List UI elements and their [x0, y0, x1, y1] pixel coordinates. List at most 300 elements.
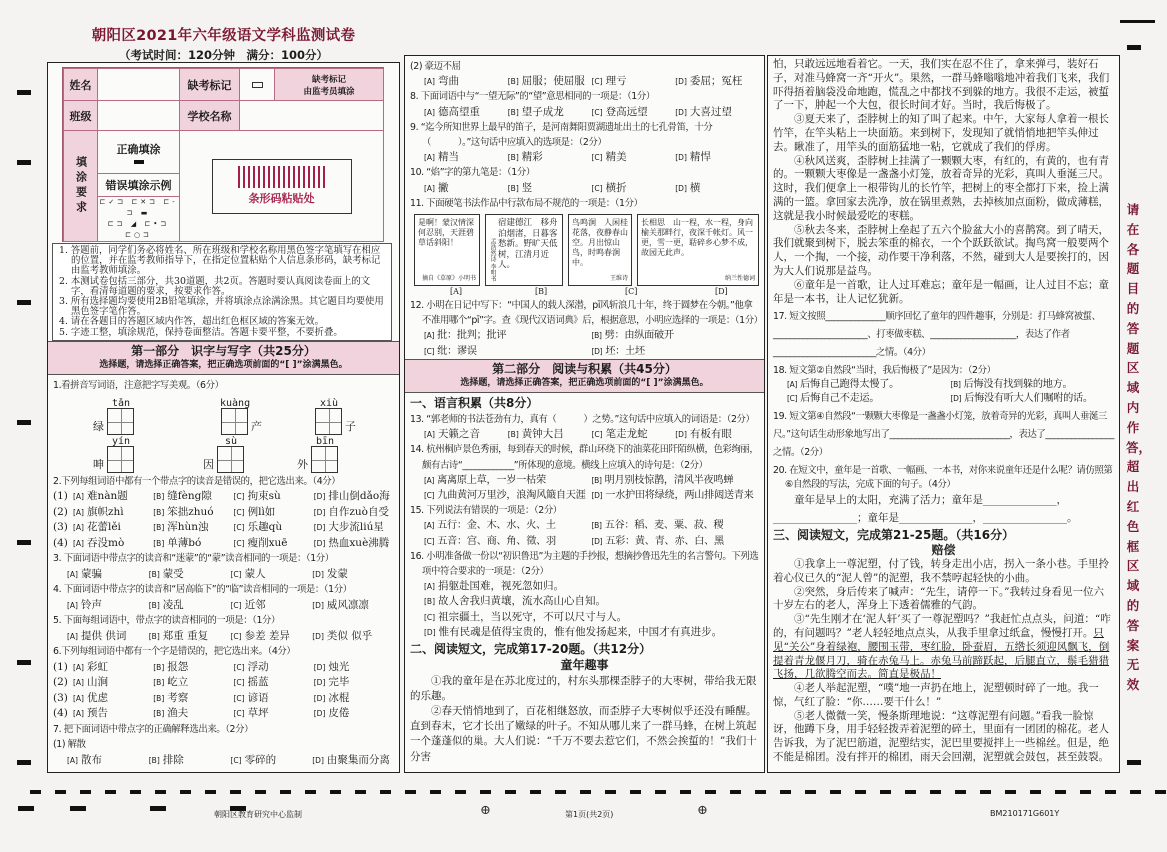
option[interactable]: [312, 753, 394, 769]
option[interactable]: [149, 629, 231, 645]
option[interactable]: [951, 378, 1115, 392]
option[interactable]: [592, 473, 760, 488]
option-row-label: (1): [53, 490, 68, 502]
option-row: [410, 181, 759, 196]
option[interactable]: [424, 610, 759, 625]
option-text: 例lì如: [247, 505, 276, 518]
option[interactable]: [67, 598, 149, 614]
registration-mark: [305, 790, 316, 794]
option[interactable]: [314, 505, 394, 521]
option[interactable]: [231, 567, 313, 583]
registration-mark: [355, 790, 366, 794]
option[interactable]: [234, 706, 314, 722]
answer-bubble[interactable]: [A]: [67, 755, 78, 765]
option[interactable]: [424, 181, 508, 196]
answer-bubble[interactable]: [C]: [233, 538, 245, 548]
answer-bubble[interactable]: [D]: [950, 393, 962, 403]
option[interactable]: [675, 427, 759, 442]
answer-bubble[interactable]: [C]: [230, 569, 242, 579]
answer-bubble[interactable]: [A]: [73, 538, 84, 548]
answer-bubble[interactable]: [D]: [313, 678, 326, 687]
side-note: 请在各题目的答题区域内作答，超出红色框区域的答案无效: [1126, 202, 1152, 693]
registration-mark: [555, 790, 566, 794]
question-text: 13. “郭老师的书法苍劲有力，真有（ ）之势。”这句话中应填入的词语是：（2分）: [410, 414, 755, 426]
option[interactable]: [231, 629, 313, 645]
registration-mark: [130, 790, 141, 794]
answer-bubble[interactable]: [B]: [950, 380, 961, 390]
passage-paragraph: ①我拿上一尊泥塑，付了钱，转身走出小店，拐入一条小巷。手里拎着心仪已久的“泥人曾”的泥塑，我不禁哼起轻快的小曲。: [773, 557, 1109, 584]
option[interactable]: [312, 598, 394, 614]
option[interactable]: [153, 536, 233, 552]
option-row: [53, 520, 394, 536]
answer-bubble[interactable]: [B]: [591, 521, 602, 531]
registration-mark: [70, 806, 86, 811]
registration-mark: [880, 790, 891, 794]
answer-bubble[interactable]: [D]: [312, 631, 324, 641]
answer-bubble[interactable]: [A]: [67, 569, 78, 579]
option[interactable]: [592, 150, 676, 165]
answer-bubble[interactable]: [A]: [73, 678, 84, 687]
option[interactable]: [592, 328, 760, 343]
writing-box[interactable]: [315, 397, 342, 435]
option-text: 故人舍我归黄壤，流水高山心自知。: [438, 595, 606, 608]
option[interactable]: [592, 105, 676, 120]
answer-bubble[interactable]: [A]: [73, 693, 84, 703]
option-text: 瘦削xuē: [247, 536, 288, 549]
answer-bubble[interactable]: [C]: [424, 491, 435, 501]
answer-bubble[interactable]: [D]: [591, 346, 603, 356]
answer-bubble[interactable]: [A]: [424, 582, 435, 592]
option[interactable]: [314, 660, 394, 676]
answer-bubble[interactable]: [B]: [153, 662, 165, 672]
option[interactable]: [592, 74, 676, 89]
option[interactable]: [508, 427, 592, 442]
answer-bubble[interactable]: [D]: [675, 153, 687, 163]
registration-mark: [805, 790, 816, 794]
answer-bubble[interactable]: [C]: [230, 600, 242, 610]
option[interactable]: [73, 675, 153, 691]
registration-mark: [255, 790, 266, 794]
answer-bubble[interactable]: [A]: [67, 631, 78, 641]
writing-box[interactable]: [311, 435, 338, 473]
option-text: 彩虹: [86, 660, 108, 673]
pinyin-label: kuàng: [220, 397, 251, 409]
option-text: 摇蓝: [247, 676, 269, 688]
option-row: [53, 753, 394, 769]
answer-bubble[interactable]: [A]: [424, 77, 435, 87]
answer-bubble[interactable]: [B]: [507, 107, 519, 117]
option-row: [53, 536, 394, 552]
option-text: 浮动: [247, 660, 269, 673]
option-text: 皮倦: [328, 707, 350, 719]
option[interactable]: [314, 691, 394, 707]
answer-bubble[interactable]: [B]: [507, 77, 519, 87]
answer-bubble[interactable]: [C]: [787, 393, 798, 403]
option[interactable]: [787, 392, 951, 406]
registration-mark: [1105, 790, 1116, 794]
option-text: 屹立: [167, 676, 189, 688]
answer-bubble[interactable]: [C]: [591, 153, 603, 163]
answer-bubble[interactable]: [D]: [313, 709, 326, 718]
option[interactable]: [314, 489, 394, 505]
registration-mark: [17, 760, 31, 765]
registration-mark: [1080, 790, 1091, 794]
option[interactable]: [675, 105, 759, 120]
answer-bubble[interactable]: [C]: [233, 662, 245, 672]
option[interactable]: [508, 105, 592, 120]
question-text: 2.下列每组词语中都有一个带点字的读音是错误的，把它选出来。（4分）: [53, 475, 341, 487]
answer-bubble[interactable]: [B]: [507, 183, 519, 193]
answer-bubble[interactable]: [D]: [675, 430, 687, 440]
option[interactable]: [234, 536, 314, 552]
answer-bubble[interactable]: [B]: [591, 331, 602, 341]
answer-bubble[interactable]: [C]: [233, 678, 245, 687]
answer-bubble[interactable]: [D]: [312, 600, 324, 610]
option[interactable]: [153, 505, 233, 521]
option-row: [53, 675, 394, 691]
instruction-item: 5. 字迹工整，填涂规范，保持卷面整洁。答题卡要平整，不要折叠。: [59, 326, 343, 338]
answer-bubble[interactable]: [A]: [424, 521, 435, 531]
page-number: 第1页(共2页): [565, 810, 614, 819]
option[interactable]: [675, 150, 759, 165]
section-instruction: 选择题，请选择正确答案，把正确选项前面的“[ ]”涂满黑色。: [99, 360, 348, 370]
answer-bubble[interactable]: [C]: [591, 430, 603, 440]
option[interactable]: [153, 691, 233, 707]
answer-bubble[interactable]: [D]: [312, 755, 324, 765]
answer-bubble[interactable]: [D]: [312, 569, 324, 579]
answer-bubble[interactable]: [B]: [148, 569, 160, 579]
answer-bubble[interactable]: [B]: [148, 755, 160, 765]
answer-bubble[interactable]: [A]: [73, 523, 84, 532]
school-label: 学校名称: [179, 100, 240, 131]
answer-bubble[interactable]: [D]: [313, 538, 326, 548]
answer-bubble[interactable]: [A]: [67, 600, 78, 610]
option[interactable]: [234, 520, 314, 536]
option[interactable]: [67, 629, 149, 645]
option[interactable]: [153, 660, 233, 676]
option[interactable]: [73, 536, 153, 552]
option[interactable]: [314, 520, 394, 536]
answer-bubble[interactable]: [D]: [675, 107, 687, 117]
answer-bubble[interactable]: [A]: [73, 709, 84, 718]
correct-fill-label: 正确填涂: [116, 142, 161, 156]
passage-title: 童年趣事: [560, 658, 609, 673]
registration-mark: [150, 806, 166, 811]
option[interactable]: [73, 505, 153, 521]
answer-bubble[interactable]: [C]: [591, 77, 603, 87]
registration-mark: [580, 790, 591, 794]
option[interactable]: [424, 473, 592, 488]
column-3: [767, 55, 1120, 773]
option[interactable]: [592, 344, 760, 359]
option[interactable]: [73, 489, 153, 505]
registration-mark: [480, 790, 491, 794]
option-text: 弯曲: [437, 75, 459, 88]
calligraphy-text: 是啊！蒙汉情深何忍别，天涯碧草话斜阳！: [418, 218, 474, 248]
answer-bubble[interactable]: [B]: [153, 678, 165, 687]
option-row-label: (1): [53, 660, 68, 673]
subsection-heading: 一、语言积累（共8分）: [410, 395, 539, 410]
answer-bubble[interactable]: [D]: [313, 492, 326, 501]
answer-bubble[interactable]: [C]: [233, 709, 245, 718]
option[interactable]: [149, 567, 231, 583]
answer-bubble[interactable]: [A]: [424, 331, 435, 341]
answer-bubble[interactable]: [C]: [233, 523, 245, 532]
option-text: 五谷：稻、麦、粟、菽、稷: [604, 520, 724, 532]
option[interactable]: [592, 518, 760, 533]
option[interactable]: [234, 489, 314, 505]
registration-mark: [205, 790, 216, 794]
answer-bubble[interactable]: [C]: [424, 612, 436, 622]
answer-bubble[interactable]: [C]: [230, 755, 242, 765]
option[interactable]: [67, 753, 149, 769]
option[interactable]: [424, 427, 508, 442]
option[interactable]: [424, 518, 592, 533]
registration-mark: [930, 790, 941, 794]
correct-fill-example: [97, 130, 180, 174]
option[interactable]: [592, 181, 676, 196]
option-text: 九曲黄河万里沙，浪淘风簸自天涯: [437, 490, 586, 502]
answer-bubble[interactable]: [D]: [313, 523, 326, 532]
answer-bubble[interactable]: [A]: [73, 507, 84, 517]
option[interactable]: [153, 489, 233, 505]
given-character: 产: [251, 420, 262, 433]
absent-checkbox[interactable]: [239, 68, 275, 101]
passage-paragraph: 童年是早上的太阳，充满了活力；童年是______________，________________；童年是______________，________________。: [773, 494, 1078, 525]
answer-bubble[interactable]: [C]: [424, 346, 435, 356]
question-text: 15. 下列说法有错误的一项是：（2分）: [410, 505, 562, 517]
calligraphy-signature: 纳兰性德词: [724, 275, 755, 283]
registration-mark: [1055, 790, 1066, 794]
option[interactable]: [951, 392, 1115, 406]
option-text: 竖: [521, 181, 533, 194]
answer-bubble[interactable]: [C]: [591, 183, 603, 193]
option[interactable]: [234, 505, 314, 521]
option-text: 精彩: [521, 151, 543, 164]
answer-bubble[interactable]: [B]: [153, 523, 165, 532]
option[interactable]: [424, 328, 592, 343]
answer-bubble[interactable]: [D]: [313, 507, 326, 517]
answer-bubble[interactable]: [D]: [591, 491, 603, 501]
answer-bubble[interactable]: [D]: [591, 536, 603, 546]
registration-mark: [80, 790, 91, 794]
registration-mark: [17, 540, 31, 545]
answer-bubble[interactable]: [B]: [591, 475, 602, 485]
answer-bubble[interactable]: [D]: [675, 183, 687, 193]
answer-bubble[interactable]: [C]: [424, 536, 435, 546]
option[interactable]: [675, 181, 759, 196]
filled-bubble-icon: [134, 160, 144, 164]
answer-bubble[interactable]: [C]: [230, 631, 242, 641]
option[interactable]: [314, 706, 394, 722]
option-row: [53, 598, 394, 614]
answer-bubble[interactable]: [B]: [153, 538, 165, 548]
option-text: 委屈；冤枉: [689, 75, 743, 88]
option[interactable]: [73, 520, 153, 536]
instruction-item: 1. 答题前，同学们务必将姓名、所在班级和学校名称用黑色签字笔填写在相应的位置，并在监考教师指导下，在指定位置粘贴个人信息条形码，缺考标记由监考教师填涂。: [59, 245, 381, 277]
option[interactable]: [73, 660, 153, 676]
option-text: 凌乱: [162, 598, 184, 611]
option-row: [410, 74, 759, 89]
option[interactable]: [73, 691, 153, 707]
option[interactable]: [592, 488, 760, 503]
option[interactable]: [312, 629, 394, 645]
subsection-heading: 二、阅读短文，完成第17-20题。（共12分）: [410, 642, 652, 657]
registration-mark: [17, 300, 31, 305]
registration-mark: [155, 790, 166, 794]
option-text: 蒙骗: [80, 567, 102, 580]
option[interactable]: [592, 427, 676, 442]
answer-bubble[interactable]: [C]: [233, 492, 245, 501]
option-group: [773, 378, 1114, 406]
section-instruction: 选择题，请选择正确答案，把正确选项前面的“[ ]”涂满黑色。: [460, 377, 709, 388]
calligraphy-sample-d: [637, 214, 759, 286]
answer-bubble[interactable]: [B]: [153, 507, 165, 517]
option[interactable]: [231, 753, 313, 769]
section-title: 第二部分 阅读与积累（共45分）: [492, 361, 677, 376]
option[interactable]: [67, 567, 149, 583]
answer-bubble[interactable]: [A]: [424, 183, 435, 193]
option-text: 排山倒dǎo海: [328, 490, 390, 502]
option[interactable]: [149, 753, 231, 769]
calligraphy-samples: [414, 214, 759, 286]
option[interactable]: [153, 675, 233, 691]
instruction-item: 2. 本测试卷包括三部分，共30道题，共2页。答题时要认真阅读卷面上的文字，看清每道题的要求，按要求作答。: [59, 275, 371, 297]
exam-title: 朝阳区2021年六年级语文学科监测试卷: [91, 28, 356, 44]
option-text: 山涧: [86, 676, 108, 688]
passage-paragraph: 怕，只敢远远地看着它。一天，我们实在忍不住了，拿来弹弓，装好石子，对准马蜂窝一齐“开火”。果然，一群马蜂嗡嗡地冲着我们飞来，我们吓得捂着脑袋没命地跑，慌乱之中都找不到躲的地方。我很不走运，被蜇了一下，肿起一个大包，很长时间才好。当时，我后悔极了。: [773, 58, 1110, 112]
option[interactable]: [314, 675, 394, 691]
answer-bubble[interactable]: [B]: [507, 153, 519, 163]
option[interactable]: [234, 675, 314, 691]
option[interactable]: [312, 567, 394, 583]
option[interactable]: [234, 691, 314, 707]
answer-bubble[interactable]: [B]: [153, 693, 165, 703]
option-text: 蒙人: [244, 567, 266, 580]
answer-bubble[interactable]: [B]: [148, 600, 160, 610]
option[interactable]: [424, 579, 759, 594]
registration-mark: [17, 660, 31, 665]
option-row-label: (3): [53, 521, 68, 533]
answer-bubble[interactable]: [D]: [675, 77, 687, 87]
option-text: 惟有民魂是值得宝贵的，惟有他发扬起来，中国才有真进步。: [438, 625, 723, 638]
option[interactable]: [234, 660, 314, 676]
option[interactable]: [508, 74, 592, 89]
question-text: 7. 把下面词语中带点字的正确解释选出来。（2分）: [53, 723, 254, 735]
option[interactable]: [787, 378, 951, 392]
writing-box[interactable]: [220, 397, 251, 435]
option[interactable]: [314, 536, 394, 552]
question-text: 11. 下面硬笔书法作品中行款布局不规范的一项是：（1分）: [410, 197, 643, 209]
given-character: 外: [297, 458, 308, 471]
option[interactable]: [424, 488, 592, 503]
option[interactable]: [592, 534, 760, 549]
option[interactable]: [424, 74, 508, 89]
answer-bubble[interactable]: [A]: [424, 475, 435, 485]
option[interactable]: [153, 706, 233, 722]
registration-mark: [105, 790, 116, 794]
passage-paragraph: ④老人举起泥塑，“噗”地一声扔在地上，泥塑顿时碎了一地。我一惊，气红了脸：“你……要干什么！”: [773, 682, 1099, 708]
option-text: 零碎的: [244, 753, 277, 766]
registration-mark: [1127, 760, 1141, 765]
answer-bubble[interactable]: [C]: [591, 107, 603, 117]
writing-box[interactable]: [217, 435, 244, 473]
section-header: [405, 359, 764, 393]
student-info-table: [62, 67, 384, 242]
passage-title: 赔偿: [931, 543, 956, 558]
registration-mark: [1030, 790, 1041, 794]
option-row-label: (2): [53, 676, 68, 688]
option[interactable]: [231, 598, 313, 614]
answer-bubble[interactable]: [B]: [148, 631, 160, 641]
answer-bubble[interactable]: [A]: [424, 153, 435, 163]
registration-mark: [1155, 790, 1166, 794]
exam-title-block: [47, 24, 400, 63]
answer-bubble[interactable]: [A]: [73, 662, 84, 672]
writing-box[interactable]: [107, 435, 134, 473]
answer-bubble[interactable]: [B]: [507, 430, 519, 440]
answer-bubble[interactable]: [D]: [313, 662, 326, 672]
option[interactable]: [424, 105, 508, 120]
crosshair-icon: ⊕: [480, 803, 491, 818]
school-field[interactable]: [239, 100, 384, 131]
name-field[interactable]: [97, 68, 180, 101]
passage-paragraph: ①我的童年是在苏北度过的，村东头那棵歪脖子的大枣树，带给我无限的乐趣。: [410, 674, 757, 702]
answer-bubble[interactable]: [D]: [313, 693, 326, 703]
answer-bubble[interactable]: [C]: [233, 693, 245, 703]
registration-mark: [17, 90, 31, 95]
option-group: [410, 473, 759, 503]
option-row-label: (2): [53, 505, 68, 518]
calligraphy-signature: 王维诗: [609, 275, 628, 283]
barcode-area: [179, 130, 384, 242]
answer-bubble[interactable]: [A]: [787, 380, 798, 390]
instruction-item: 3. 所有选择题均要使用2B铅笔填涂，并将填涂点涂满涂黑。其它题目均要使用黑色签字笔作答。: [59, 296, 384, 318]
option-text: 屈服；使屈服: [521, 75, 585, 88]
answer-bubble[interactable]: [A]: [424, 430, 435, 440]
answer-bubble[interactable]: [D]: [424, 627, 436, 637]
option[interactable]: [424, 625, 759, 640]
absent-label: 缺考标记: [179, 68, 240, 101]
answer-bubble[interactable]: [B]: [424, 597, 435, 607]
option[interactable]: [424, 150, 508, 165]
option[interactable]: [675, 74, 759, 89]
option[interactable]: [508, 181, 592, 196]
option-text: 一水护田将绿绕，两山排闼送青来: [605, 490, 754, 502]
option-text: 类似 似乎: [326, 629, 373, 642]
registration-mark: [780, 790, 791, 794]
option[interactable]: [153, 520, 233, 536]
answer-bubble[interactable]: [B]: [153, 492, 165, 501]
option[interactable]: [508, 150, 592, 165]
writing-box[interactable]: [107, 397, 134, 435]
answer-bubble[interactable]: [A]: [73, 492, 84, 501]
pinyin-item: [93, 435, 134, 473]
wrong-fill-bubbles-icon: ⊏✓⊐ ⊏✕⊐ ⊏‐⊐ ▬ ⊏⊐ ◢ ⊏•⊐ ⊏○⊐: [97, 196, 180, 242]
class-field[interactable]: [97, 100, 180, 131]
registration-mark: [730, 790, 741, 794]
answer-bubble[interactable]: [B]: [153, 709, 165, 718]
option[interactable]: [424, 594, 759, 609]
answer-bubble[interactable]: [A]: [424, 107, 435, 117]
option[interactable]: [149, 598, 231, 614]
option[interactable]: [73, 706, 153, 722]
part-1-questions: [48, 341, 399, 768]
option[interactable]: [424, 534, 592, 549]
answer-bubble[interactable]: [C]: [233, 507, 245, 517]
option[interactable]: [424, 344, 592, 359]
option-text: 蒙受: [162, 567, 184, 580]
